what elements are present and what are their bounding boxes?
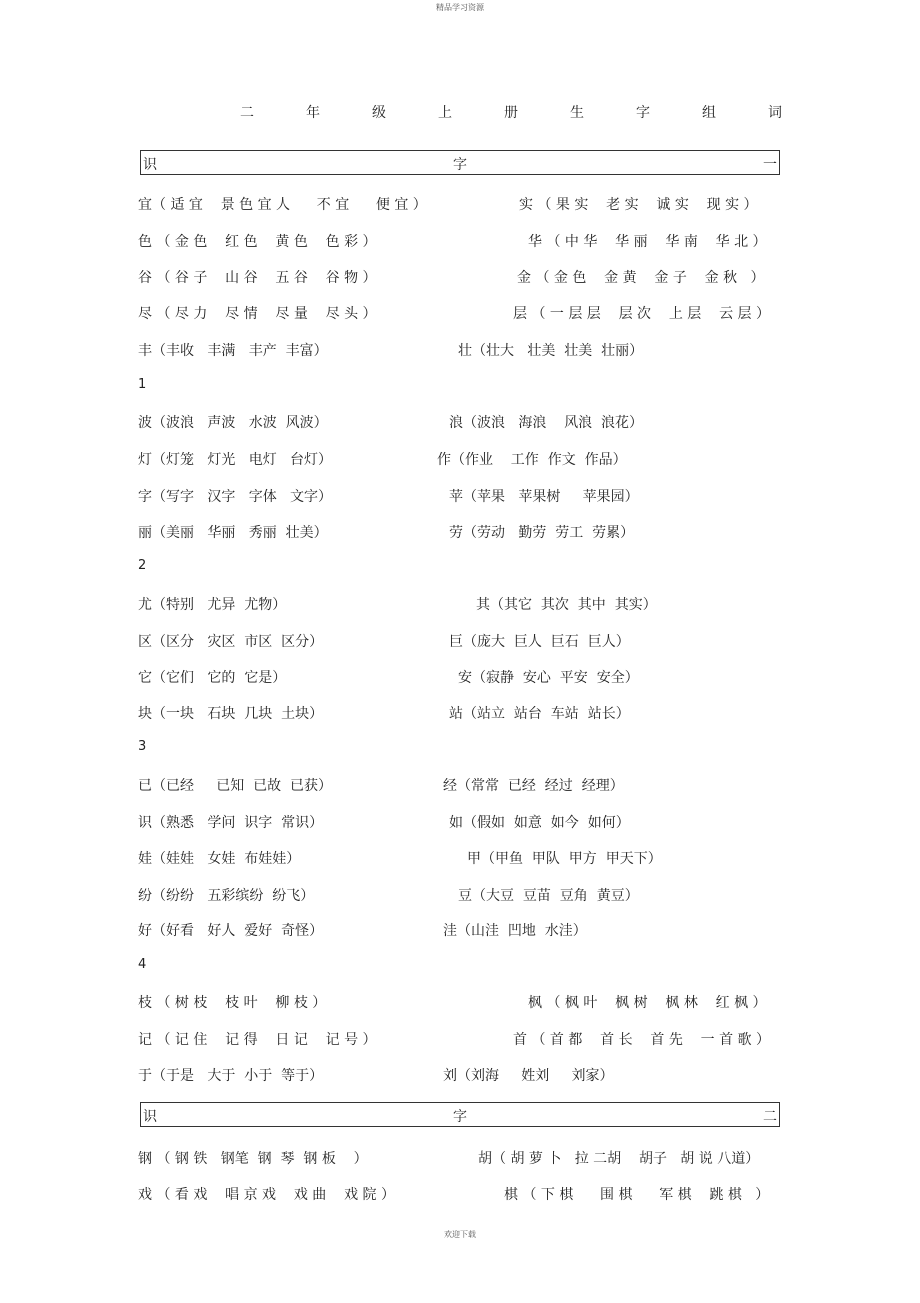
word-entry-left: 区（区分 灾区 市区 区分）	[138, 634, 324, 650]
word-entry-left: 娃（娃娃 女娃 布娃娃）	[138, 851, 301, 867]
word-entry-left: 丽（美丽 华丽 秀丽 壮美）	[138, 525, 328, 541]
word-entry-left: 钢 （ 钢 铁 钢笔 钢 琴 钢 板 ）	[138, 1151, 368, 1167]
word-entry-left: 块（一块 石块 几块 土块）	[138, 706, 324, 722]
word-entry-left: 好（好看 好人 爱好 奇怪）	[138, 923, 324, 939]
word-entry-right: 其（其它 其次 其中 其实）	[476, 597, 657, 613]
word-entry-left: 尤（特别 尤异 尤物）	[138, 597, 287, 613]
lesson-number: 1	[138, 377, 147, 392]
word-entry-right: 首 （ 首 都 首 长 首 先 一 首 歌 ）	[513, 1032, 771, 1048]
word-entry-right: 甲（甲鱼 甲队 甲方 甲天下）	[467, 851, 662, 867]
section-label-right: 一	[763, 157, 777, 173]
word-entry-left: 它（它们 它的 它是）	[138, 670, 287, 686]
lesson-number: 3	[138, 739, 147, 754]
word-entry-right: 苹（苹果 苹果树 苹果园）	[449, 489, 639, 505]
title-char: 组	[702, 105, 716, 121]
word-entry-right: 站（站立 站台 车站 站长）	[449, 706, 630, 722]
page-title	[240, 102, 782, 122]
word-entry-right: 豆（大豆 豆苗 豆角 黄豆）	[458, 888, 639, 904]
title-char: 字	[636, 105, 650, 121]
section-label-right: 二	[763, 1109, 777, 1125]
title-char: 二	[240, 105, 254, 121]
word-entry-left: 色 （ 金 色 红 色 黄 色 色 彩 ）	[138, 234, 377, 250]
lesson-number: 2	[138, 558, 147, 573]
word-entry-left: 丰（丰收 丰满 丰产 丰富）	[138, 343, 328, 359]
word-entry-left: 谷 （ 谷 子 山 谷 五 谷 谷 物 ）	[138, 270, 377, 286]
word-entry-right: 劳（劳动 勤劳 劳工 劳累）	[449, 525, 635, 541]
word-entry-right: 如（假如 如意 如今 如何）	[449, 815, 630, 831]
title-char: 上	[438, 105, 452, 121]
word-entry-right: 华 （ 中 华 华 丽 华 南 华 北 ）	[528, 234, 767, 250]
header-note: 精品学习资源	[436, 3, 484, 12]
word-entry-left: 宜（ 适 宜 景 色 宜 人 不 宜 便 宜 ）	[138, 197, 427, 213]
footer-note: 欢迎下载	[444, 1230, 476, 1239]
word-entry-left: 字（写字 汉字 字体 文字）	[138, 489, 333, 505]
word-entry-right: 胡（ 胡 萝 卜 拉 二胡 胡子 胡 说 八道）	[478, 1151, 760, 1167]
word-entry-left: 波（波浪 声波 水波 风波）	[138, 415, 328, 431]
word-entry-right: 刘（刘海 姓刘 刘家）	[443, 1068, 614, 1084]
word-entry-left: 纷（纷纷 五彩缤纷 纷飞）	[138, 888, 315, 904]
word-entry-left: 已（已经 已知 已故 已获）	[138, 778, 333, 794]
lesson-number: 4	[138, 957, 147, 972]
word-entry-left: 尽 （ 尽 力 尽 情 尽 量 尽 头 ）	[138, 306, 377, 322]
word-entry-right: 安（寂静 安心 平安 安全）	[458, 670, 639, 686]
section-header-1	[140, 150, 780, 175]
section-label-middle: 字	[453, 1109, 467, 1125]
word-entry-right: 棋 （ 下 棋 围 棋 军 棋 跳 棋 ）	[504, 1187, 770, 1203]
word-entry-left: 识（熟悉 学问 识字 常识）	[138, 815, 324, 831]
section-header-2	[140, 1102, 780, 1127]
word-entry-right: 浪（波浪 海浪 风浪 浪花）	[449, 415, 644, 431]
word-entry-right: 枫 （ 枫 叶 枫 树 枫 林 红 枫 ）	[528, 995, 767, 1011]
word-entry-left: 灯（灯笼 灯光 电灯 台灯）	[138, 452, 333, 468]
word-entry-left: 枝 （ 树 枝 枝 叶 柳 枝 ）	[138, 995, 327, 1011]
title-char: 册	[504, 105, 518, 121]
word-entry-right: 作（作业 工作 作文 作品）	[437, 452, 627, 468]
word-entry-right: 壮（壮大 壮美 壮美 壮丽）	[458, 343, 644, 359]
title-char: 词	[768, 105, 782, 121]
word-entry-right: 层 （ 一 层 层 层 次 上 层 云 层 ）	[513, 306, 771, 322]
word-entry-right: 实 （ 果 实 老 实 诚 实 现 实 ）	[519, 197, 758, 213]
section-label-middle: 字	[453, 157, 467, 173]
word-entry-right: 洼（山洼 凹地 水洼）	[443, 923, 587, 939]
word-entry-right: 巨（庞大 巨人 巨石 巨人）	[449, 634, 630, 650]
section-label-left: 识	[143, 1109, 157, 1125]
title-char: 年	[306, 105, 320, 121]
title-char: 生	[570, 105, 584, 121]
word-entry-right: 经（常常 已经 经过 经理）	[443, 778, 624, 794]
title-char: 级	[372, 105, 386, 121]
word-entry-left: 戏 （ 看 戏 唱 京 戏 戏 曲 戏 院 ）	[138, 1187, 396, 1203]
word-entry-left: 记 （ 记 住 记 得 日 记 记 号 ）	[138, 1032, 377, 1048]
section-label-left: 识	[143, 157, 157, 173]
word-entry-left: 于（于是 大于 小于 等于）	[138, 1068, 324, 1084]
word-entry-right: 金 （ 金 色 金 黄 金 子 金 秋 ）	[517, 270, 765, 286]
